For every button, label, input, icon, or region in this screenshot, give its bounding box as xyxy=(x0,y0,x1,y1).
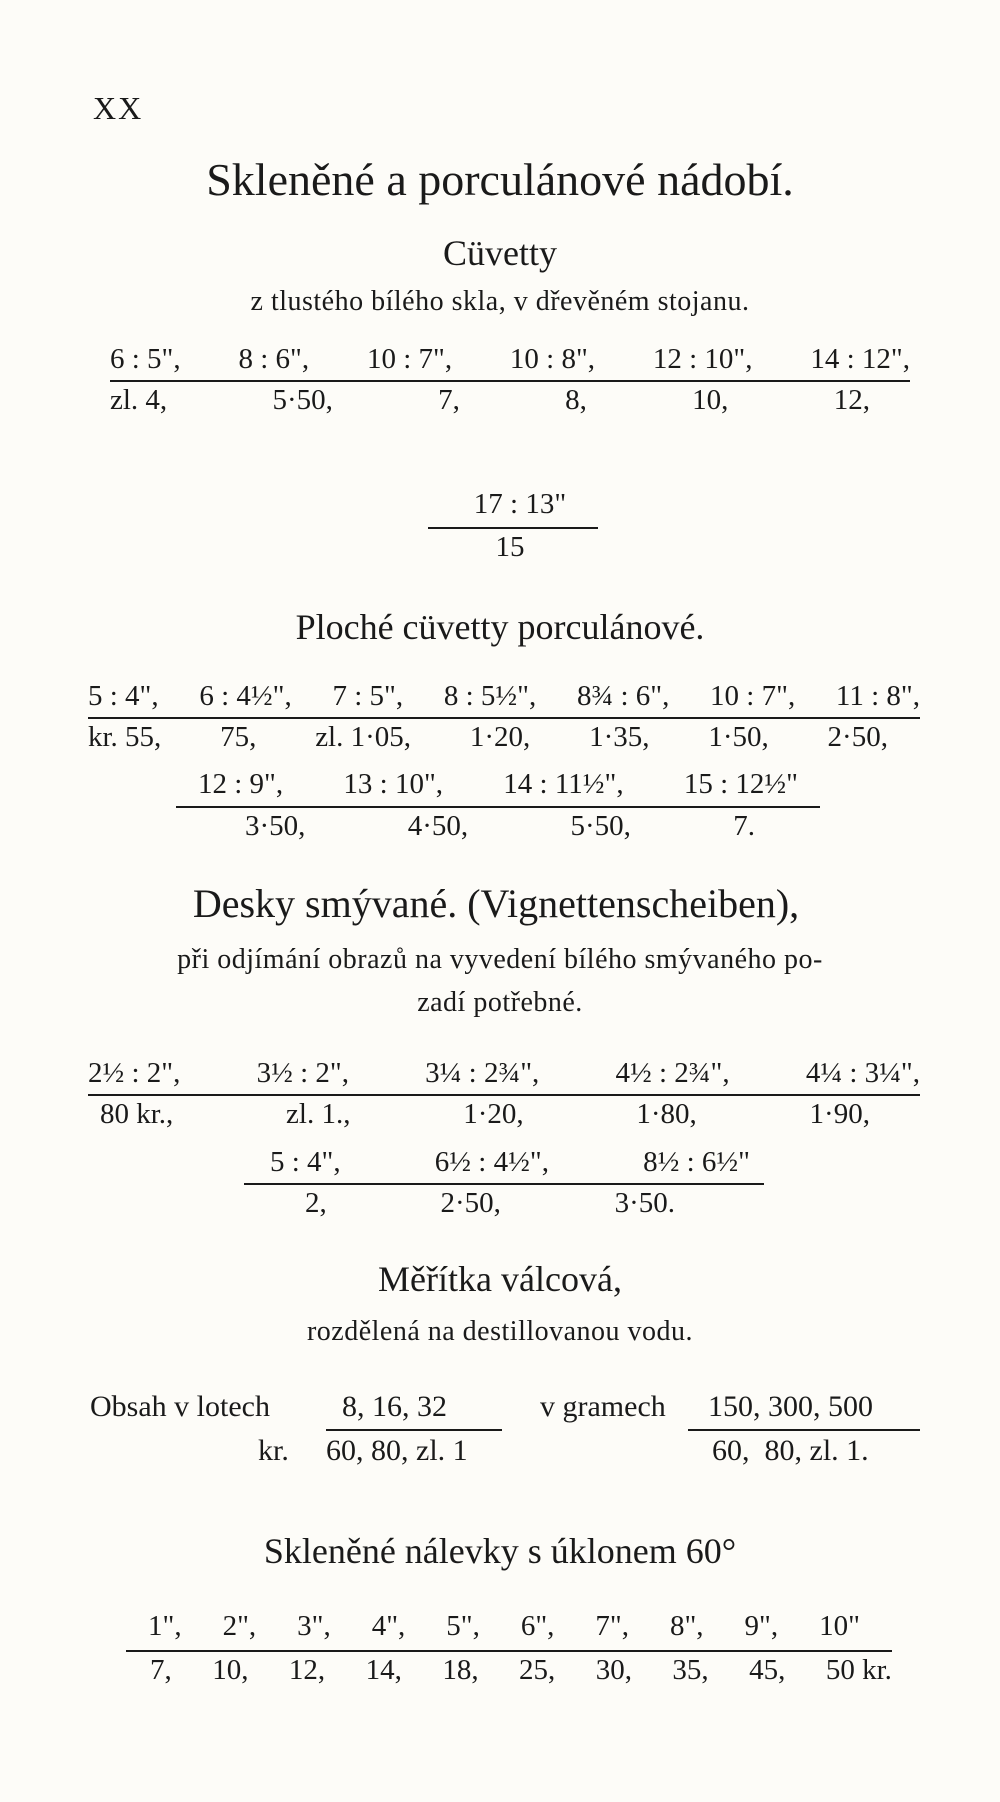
ploche-price-row-1 xyxy=(88,721,888,754)
nalevky-price: 18, xyxy=(442,1654,479,1686)
desky-size: 2½ : 2", xyxy=(88,1057,181,1089)
desky-size-row-2 xyxy=(270,1146,750,1179)
desky-price-row-2 xyxy=(305,1187,675,1220)
desky-size-row-1 xyxy=(88,1057,920,1090)
nalevky-size: 10" xyxy=(819,1610,860,1642)
cuvetty-size: 10 : 7", xyxy=(366,343,453,375)
meritka-obsah-label: Obsah v lotech xyxy=(90,1390,270,1423)
ploche-size: 8¾ : 6", xyxy=(576,680,670,712)
ploche-size-row-2 xyxy=(198,768,798,801)
meritka-gram-values: 150, 300, 500 xyxy=(708,1390,873,1423)
meritka-kr-label: kr. xyxy=(258,1434,289,1467)
meritka-obsah-rule xyxy=(326,1429,502,1431)
cuvetty-size: 12 : 10", xyxy=(652,343,753,375)
nalevky-price: 7, xyxy=(150,1654,172,1686)
desky-size: 4¼ : 3¼", xyxy=(805,1057,920,1089)
nalevky-price: 25, xyxy=(519,1654,556,1686)
ploche-rule-1 xyxy=(88,717,920,719)
nalevky-size: 1", xyxy=(148,1610,182,1642)
desky-price-row-1 xyxy=(100,1098,870,1131)
cuvetty-size: 14 : 12", xyxy=(810,343,910,375)
cuvetty-size-row xyxy=(110,343,910,376)
nalevky-size: 5", xyxy=(446,1610,480,1642)
ploche-price-row-2 xyxy=(245,810,755,843)
desky-size: 5 : 4", xyxy=(270,1146,341,1178)
ploche-size: 6 : 4½", xyxy=(199,680,292,712)
nalevky-price: 30, xyxy=(595,1654,632,1686)
cuvetty-extra-size: 17 : 13" xyxy=(473,488,567,520)
meritka-heading: Měřítka válcová, xyxy=(378,1259,622,1299)
ploche-size: 13 : 10", xyxy=(343,768,444,800)
desky-size: 8½ : 6½" xyxy=(643,1146,750,1178)
nalevky-price: 50 kr. xyxy=(825,1654,892,1686)
cuvetty-size: 6 : 5", xyxy=(110,343,181,375)
nalevky-price: 12, xyxy=(288,1654,326,1686)
nalevky-rule xyxy=(126,1650,892,1652)
ploche-price: 7. xyxy=(733,810,755,842)
ploche-size: 5 : 4", xyxy=(88,680,159,712)
desky-rule-1 xyxy=(88,1094,920,1096)
desky-price: 1·90, xyxy=(809,1098,870,1130)
ploche-price: 75, xyxy=(220,721,257,753)
nalevky-size: 3", xyxy=(297,1610,331,1642)
ploche-size: 12 : 9", xyxy=(198,768,284,800)
ploche-size: 14 : 11½", xyxy=(503,768,624,800)
cuvetty-rule xyxy=(110,380,910,382)
page-title: Skleněné a porculánové nádobí. xyxy=(206,154,794,205)
cuvetty-size: 8 : 6", xyxy=(238,343,310,375)
cuvetty-subheading: z tlustého bílého skla, v dřevěném stojanu. xyxy=(250,286,750,317)
meritka-gram-prices: 60, 80, zl. 1. xyxy=(712,1434,869,1467)
ploche-size: 10 : 7", xyxy=(710,680,796,712)
ploche-heading: Ploché cüvetty porculánové. xyxy=(295,607,705,647)
ploche-price: 1·20, xyxy=(469,721,531,753)
desky-size: 6½ : 4½", xyxy=(434,1146,549,1178)
page-number: XX xyxy=(93,90,144,126)
cuvetty-price: 7, xyxy=(438,384,460,416)
cuvetty-heading: Cüvetty xyxy=(443,233,557,273)
ploche-price: zl. 1·05, xyxy=(315,721,412,753)
ploche-size: 15 : 12½" xyxy=(683,768,798,800)
meritka-subheading: rozdělená na destillovanou vodu. xyxy=(306,1316,694,1347)
nalevky-size: 8", xyxy=(669,1610,704,1642)
desky-heading: Desky smývané. (Vignettenscheiben), xyxy=(192,881,800,926)
cuvetty-extra-price: 15 xyxy=(495,531,525,563)
ploche-price: 4·50, xyxy=(407,810,469,842)
cuvetty-price: zl. 4, xyxy=(110,384,168,416)
cuvetty-price: 12, xyxy=(833,384,870,416)
desky-size: 3½ : 2", xyxy=(256,1057,349,1089)
nalevky-size-row xyxy=(148,1610,860,1643)
cuvetty-price-row xyxy=(110,384,870,417)
nalevky-size: 4", xyxy=(371,1610,406,1642)
cuvetty-price: 10, xyxy=(692,384,729,416)
cuvetty-extra-rule xyxy=(428,527,598,529)
nalevky-size: 6", xyxy=(520,1610,555,1642)
cuvetty-price: 8, xyxy=(565,384,587,416)
ploche-rule-2 xyxy=(176,806,820,808)
ploche-price: 2·50, xyxy=(827,721,888,753)
desky-price: zl. 1., xyxy=(286,1098,351,1130)
ploche-size: 11 : 8", xyxy=(835,680,920,712)
meritka-obsah-values: 8, 16, 32 xyxy=(342,1390,447,1423)
desky-price: 3·50. xyxy=(614,1187,675,1219)
desky-description-2: zadí potřebné. xyxy=(417,987,583,1018)
desky-price: 2, xyxy=(305,1187,327,1219)
desky-size: 3¼ : 2¾", xyxy=(425,1057,540,1089)
ploche-price: 1·50, xyxy=(708,721,769,753)
desky-price: 2·50, xyxy=(440,1187,501,1219)
nalevky-price: 35, xyxy=(672,1654,709,1686)
ploche-size-row-1 xyxy=(88,680,920,713)
meritka-kr-values: 60, 80, zl. 1 xyxy=(326,1434,468,1467)
nalevky-price: 14, xyxy=(365,1654,402,1686)
ploche-price: kr. 55, xyxy=(88,721,162,753)
nalevky-price-row xyxy=(150,1654,892,1687)
desky-description-1: při odjímání obrazů na vyvedení bílého smývaného po- xyxy=(177,944,823,975)
nalevky-size: 9", xyxy=(744,1610,779,1642)
desky-price: 1·80, xyxy=(636,1098,697,1130)
ploche-price: 1·35, xyxy=(589,721,650,753)
nalevky-size: 7", xyxy=(595,1610,629,1642)
desky-rule-2 xyxy=(244,1183,764,1185)
nalevky-heading: Skleněné nálevky s úklonem 60° xyxy=(263,1531,737,1571)
ploche-price: 5·50, xyxy=(570,810,631,842)
desky-price: 1·20, xyxy=(463,1098,524,1130)
desky-price: 80 kr., xyxy=(100,1098,174,1130)
meritka-gram-label: v gramech xyxy=(540,1390,666,1423)
nalevky-size: 2", xyxy=(222,1610,257,1642)
ploche-price: 3·50, xyxy=(245,810,306,842)
ploche-size: 8 : 5½", xyxy=(443,680,537,712)
cuvetty-size: 10 : 8", xyxy=(509,343,596,375)
desky-size: 4½ : 2¾", xyxy=(615,1057,730,1089)
cuvetty-price: 5·50, xyxy=(272,384,333,416)
ploche-size: 7 : 5", xyxy=(332,680,404,712)
nalevky-price: 45, xyxy=(749,1654,786,1686)
meritka-gram-rule xyxy=(688,1429,920,1431)
nalevky-price: 10, xyxy=(212,1654,249,1686)
